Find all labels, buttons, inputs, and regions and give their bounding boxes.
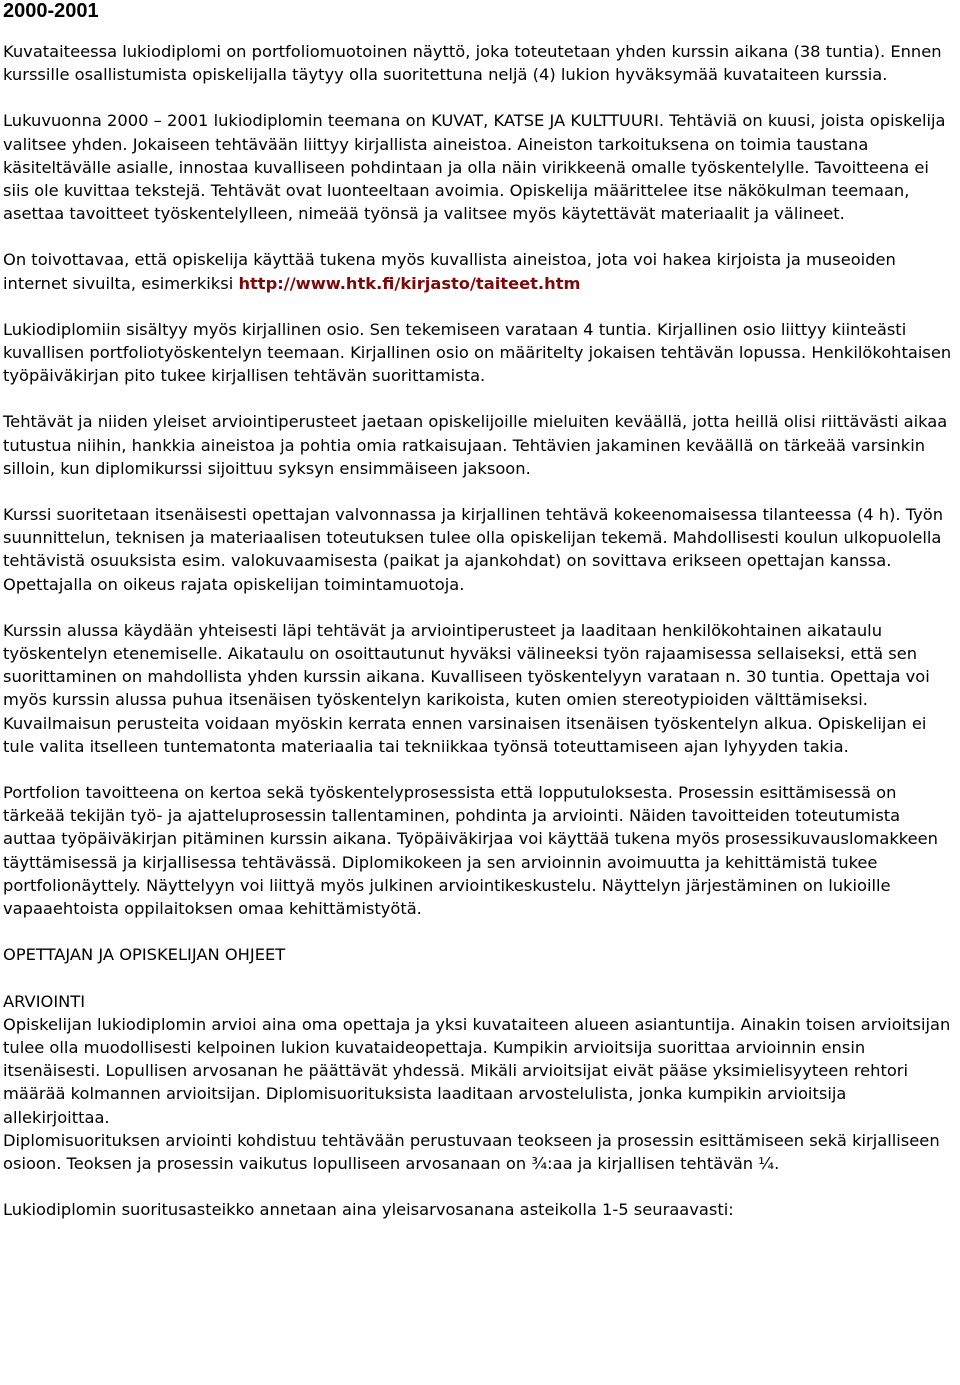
paragraph-portfolio: Portfolion tavoitteena on kertoa sekä työskentelyprosessista että lopputuloksesta. Prosessin esittämisessä on tärkeää tekijän työ- ja ajatteluprosessin tallentaminen, pohdinta ja arviointi. Näiden tavoitteiden toteutumista auttaa työpäiväkirjan pitäminen kurssin aikana. Työpäiväkirjaa voi käyttää tukena myös prosessikuvauslomakkeen täyttämisessä ja kirjallisessa tehtävässä. Diplomikokeen ja sen arvioinnin avoimuutta ja kehittämistä tukee portfolionäyttely. Näyttelyyn voi liittyä myös julkinen arviointikeskustelu. Näyttelyn järjestäminen on lukioille vapaaehtoista oppilaitoksen omaa kehittämistyötä.: [3, 783, 938, 919]
paragraph-task-distribution: Tehtävät ja niiden yleiset arviointiperusteet jaetaan opiskelijoille mieluiten keväällä, jotta heillä olisi riittävästi aikaa tutustua niihin, hankkia aineistoa ja pohtia omia ratkaisujaan. Tehtävien jakaminen keväällä on tärkeää varsinkin silloin, kun diplomikurssi sijoittuu syksyn ensimmäiseen jaksoon.: [3, 412, 948, 478]
heading-assessment: ARVIOINTI: [3, 991, 86, 1011]
museum-link[interactable]: http://www.htk.fi/kirjasto/taiteet.htm: [238, 273, 581, 293]
paragraph-course-execution: Kurssi suoritetaan itsenäisesti opettajan valvonnassa ja kirjallinen tehtävä kokeenomaisessa tilanteessa (4 h). Työn suunnittelun, teknisen ja materiaalisen toteutuksen tulee olla opiskelijan tekemä. Mahdollisesti koulun ulkopuolella tehtävistä osuuksista esim. valokuvaamisesta (paikat ja ajankohdat) on sovittava erikseen opettajan kanssa. Opettajalla on oikeus rajata opiskelijan toimintamuotoja.: [3, 505, 944, 594]
paragraph-visual-material: [3, 248, 955, 294]
paragraph-assessors: Opiskelijan lukiodiplomin arvioi aina oma opettaja ja yksi kuvataiteen alueen asiantuntija. Ainakin toisen arvioitsijan tulee olla muodollisesti kelpoinen lukion kuvataideopettaja. Kumpikin arvioitsija suorittaa arvioinnin ensin itsenäisesti. Lopullisen arvosanan he päättävät yhdessä. Mikäli arvioitsijat eivät pääse yksimielisyyteen rehtori määrää kolmannen arvioitsijan. Diplomisuorituksista laaditaan arvostelulista, jonka kumpikin arvioitsija allekirjoittaa.: [3, 1014, 951, 1127]
page-title: 2000-2001: [3, 0, 99, 22]
paragraph-intro: Kuvataiteessa lukiodiplomi on portfoliomuotoinen näyttö, joka toteutetaan yhden kurssin aikana (38 tuntia). Ennen kurssille osallistumista opiskelijalla täytyy olla suoritettuna neljä (4) lukion hyväksymää kuvataiteen kurssia.: [3, 42, 942, 85]
paragraph-grading-scale: Lukiodiplomin suoritusasteikko annetaan aina yleisarvosanana asteikolla 1-5 seuraavasti:: [3, 1200, 734, 1220]
paragraph-written-part: Lukiodiplomiin sisältyy myös kirjallinen osio. Sen tekemiseen varataan 4 tuntia. Kirjallinen osio liittyy kiinteästi kuvallisen portfoliotyöskentelyn teemaan. Kirjallinen osio on määritelty jokaisen tehtävän lopussa. Henkilökohtaisen työpäiväkirjan pito tukee kirjallisen tehtävän suorittamista.: [3, 319, 952, 386]
paragraph-visual-material-text: On toivottavaa, että opiskelija käyttää tukena myös kuvallista aineistoa, jota voi hakea kirjoista ja museoiden internet sivuilta, esimerkiksi: [3, 250, 896, 293]
paragraph-theme: Lukuvuonna 2000 – 2001 lukiodiplomin teemana on KUVAT, KATSE JA KULTTUURI. Tehtäviä on kuusi, joista opiskelija valitsee yhden. Jokaiseen tehtävään liittyy kirjallista aineistoa. Aineiston tarkoituksena on toimia taustana käsiteltävälle asialle, innostaa kuvalliseen pohdintaan ja olla näin virikkeenä omalle työskentelylle. Tavoitteena ei siis ole kuvittaa tekstejä. Tehtävät ovat luonteeltaan avoimia. Opiskelija määrittelee itse näkökulman teemaan, asettaa tavoitteet työskentelylleen, nimeää työnsä ja valitsee myös käytettävät materiaalit ja välineet.: [3, 111, 946, 224]
paragraph-assessment-weight: Diplomisuorituksen arviointi kohdistuu tehtävään perustuvaan teokseen ja prosessin esittämiseen sekä kirjalliseen osioon. Teoksen ja prosessin vaikutus lopulliseen arvosanaan on ¾:aa ja kirjallisen tehtävän ¼.: [3, 1130, 940, 1173]
paragraph-course-start: Kurssin alussa käydään yhteisesti läpi tehtävät ja arviointiperusteet ja laaditaan henkilökohtainen aikataulu työskentelyn etenemiselle. Aikataulu on osoittautunut hyväksi välineeksi työn rajaamisessa sellaiseksi, että sen suorittaminen on mahdollista yhden kurssin aikana. Kuvalliseen työskentelyyn varataan n. 30 tuntia. Opettaja voi myös kurssin alussa puhua itsenäisen työskentelyn karikoista, kuten omien stereotypioiden välttämiseksi. Kuvailmaisun perusteita voidaan myöskin kerrata ennen varsinaisen itsenäisen työskentelyn alkua. Opiskelijan ei tule valita itselleen tuntematonta materiaalia tai tekniikkaa työnsä toteuttamiseen ajan lyhyyden takia.: [3, 620, 930, 756]
heading-instructions: OPETTAJAN JA OPISKELIJAN OHJEET: [3, 945, 286, 965]
